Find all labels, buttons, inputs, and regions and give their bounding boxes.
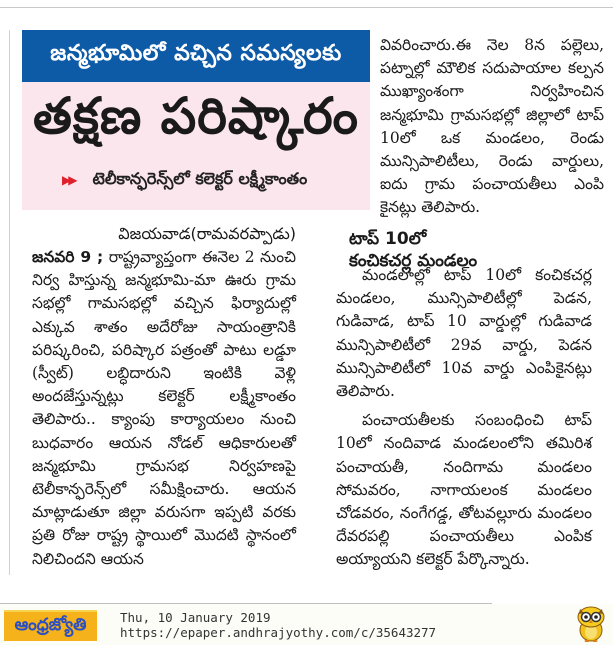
double-arrow-icon: ▶▶ (62, 173, 75, 187)
headline-kicker: జన్మభూమిలో వచ్చిన సమస్యలకు (22, 30, 370, 82)
source-url[interactable]: https://epaper.andhrajyothy.com/c/35643277 (120, 625, 437, 640)
article-column-right (336, 264, 592, 572)
article-paragraph: మండలాల్లో టాప్ 10లో కంచికచర్ల మండలం, మున్సిపాలిటీల్లో పెడన, గుడివాడ, టాప్ 10 వార్డుల్లో గుడివాడ మున్సిపాలిటీలో 29వ వార్డు, పెడన మున్సిపాలిటీలో 10వ వార్డు ఎంపికైనట్లు తెలిపారు. (336, 266, 592, 401)
subheading-line-1: టాప్ 10లో (349, 229, 427, 249)
article-column-left (32, 222, 296, 571)
lead-date: జనవరి 9 ; (32, 248, 104, 266)
article-paragraph: పంచాయతీలకు సంబంధించి టాప్ 10లో నందివాడ మండలంలోని తమిరిశ పంచాయతీ, నందిగామ మండలం సోమవరం, నాగాయలంక మండలం చోడవరం, నంగేగడ్డ, తోటవల్లూరు మండలం దేవరపల్లి పంచాయతీలు ఎంపిక అయ్యాయని కలెక్టర్ పేర్కొన్నారు. (336, 411, 592, 569)
headline-box (22, 30, 370, 210)
headline-title: తక్షణ పరిష్కారం (32, 86, 360, 145)
column-rule (9, 30, 10, 575)
andhrajyothy-logo: ఆంధ్రజ్యోతి (4, 610, 97, 641)
dateline: విజయవాడ(రామవరప్పాడు) (118, 224, 296, 243)
subheading-line-2: కంచికచర్ల మండలం (349, 251, 478, 271)
lead-text: రాష్ట్రవ్యాప్తంగా ఈనెల 2 నుంచి నిర్వ హిస్తున్న జన్మభూమి-మా ఊరు గ్రామ సభల్లో గామసభల్లో వచ్చిన ఫిర్యాదుల్లో ఎక్కువ శాతం అదేరోజు సాయంత్రానికి పరిష్కరించి, పరిష్కార పత్రంతో పాటు లడ్డూ (స్వీట్) లబ్ధిదారుని ఇంటికి వెళ్లి అందజేస్తున్నట్లు కలెక్టర్ లక్ష్మీకాంతం తెలిపారు.. క్యాంపు కార్యాయలం నుంచి బుధవారం ఆయన నోడల్ ఆధికారులతో జన్మభూమి గ్రామసభ నిర్వహణపై టెలీకాన్ఫరెన్స్‌లో సమీక్షించారు. ఆయన మాట్లాడుతూ జిల్లా వరుసగా ఇప్పటి వరకు ప్రతి రోజు రాష్ట్ర స్థాయిలో మొదటి స్థానంలో నిలిచిందని ఆయన (32, 248, 296, 568)
footer (0, 604, 613, 645)
publication-date: Thu, 10 January 2019 (120, 610, 271, 625)
top-divider (0, 7, 613, 8)
article-paragraph: వివరించారు.ఈ నెల 8న పల్లెలు, పట్నాల్లో మౌలిక సదుపాయాల కల్పన ముఖ్యాంశంగా నిర్వహించిన జన్మభూమి గ్రామసభల్లో జిల్లాలో టాప్ 10లో ఒక మండలం, రెండు మున్సిపాలిటీలు, రెండు వార్డులు, ఐదు గ్రామ పంచాయతీలు ఎంపి కైనట్లు తెలిపారు. (380, 36, 604, 217)
owl-icon (575, 604, 607, 642)
article-lead-paragraph (32, 246, 296, 571)
footer-meta (120, 610, 436, 640)
deck-text: టెలీకాన్ఫరెన్స్‌లో కలెక్టర్ లక్ష్మీకాంతం (92, 168, 308, 188)
headline-deck (22, 162, 370, 198)
article-column-right-top (380, 34, 604, 220)
